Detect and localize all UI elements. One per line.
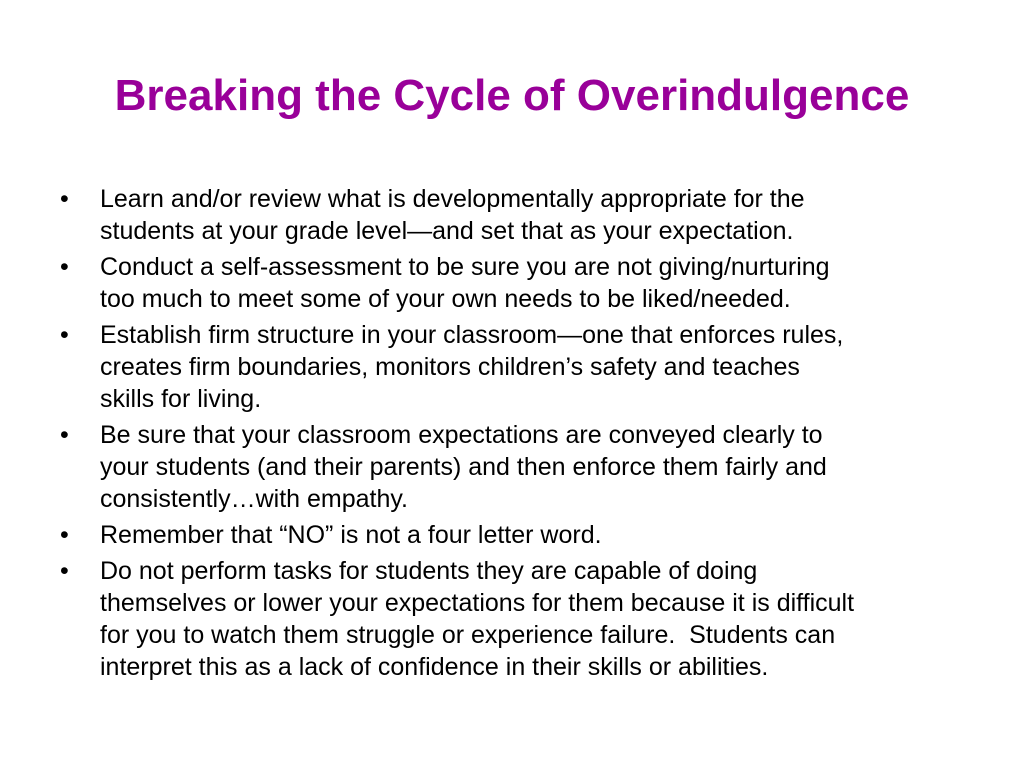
bullet-marker: • <box>60 521 69 549</box>
slide-title: Breaking the Cycle of Overindulgence <box>114 71 910 120</box>
bullet-item <box>60 555 980 683</box>
bullet-item <box>60 319 980 415</box>
bullet-marker: • <box>60 321 69 349</box>
bullet-list <box>60 183 980 687</box>
bullet-text <box>100 251 980 315</box>
bullet-line: your students (and their parents) and then enforce them fairly and <box>100 453 827 481</box>
bullet-line: themselves or lower your expectations for them because it is difficult <box>100 589 855 617</box>
bullet-line: Remember that “NO” is not a four letter word. <box>100 521 602 549</box>
bullet-line: skills for living. <box>100 385 262 413</box>
bullet-line: consistently…with empathy. <box>100 485 408 513</box>
bullet-marker: • <box>60 185 69 213</box>
bullet-line: Learn and/or review what is developmentally appropriate for the <box>100 185 805 213</box>
bullet-item <box>60 419 980 515</box>
bullet-text <box>100 419 980 515</box>
bullet-marker: • <box>60 421 69 449</box>
bullet-text <box>100 555 980 683</box>
bullet-line: students at your grade level—and set that as your expectation. <box>100 217 794 245</box>
bullet-item <box>60 183 980 247</box>
bullet-marker: • <box>60 557 69 585</box>
bullet-text <box>100 183 980 247</box>
bullet-line: Be sure that your classroom expectations are conveyed clearly to <box>100 421 823 449</box>
bullet-line: too much to meet some of your own needs to be liked/needed. <box>100 285 791 313</box>
bullet-line: creates firm boundaries, monitors children’s safety and teaches <box>100 353 800 381</box>
bullet-line: Conduct a self-assessment to be sure you are not giving/nurturing <box>100 253 830 281</box>
bullet-item <box>60 251 980 315</box>
bullet-text <box>100 319 980 415</box>
bullet-marker: • <box>60 253 69 281</box>
bullet-line: Do not perform tasks for students they are capable of doing <box>100 557 758 585</box>
bullet-line: for you to watch them struggle or experience failure. Students can <box>100 621 836 649</box>
bullet-line: Establish firm structure in your classroom—one that enforces rules, <box>100 321 844 349</box>
bullet-text <box>100 519 980 551</box>
bullet-line: interpret this as a lack of confidence in their skills or abilities. <box>100 653 769 681</box>
bullet-item <box>60 519 980 551</box>
